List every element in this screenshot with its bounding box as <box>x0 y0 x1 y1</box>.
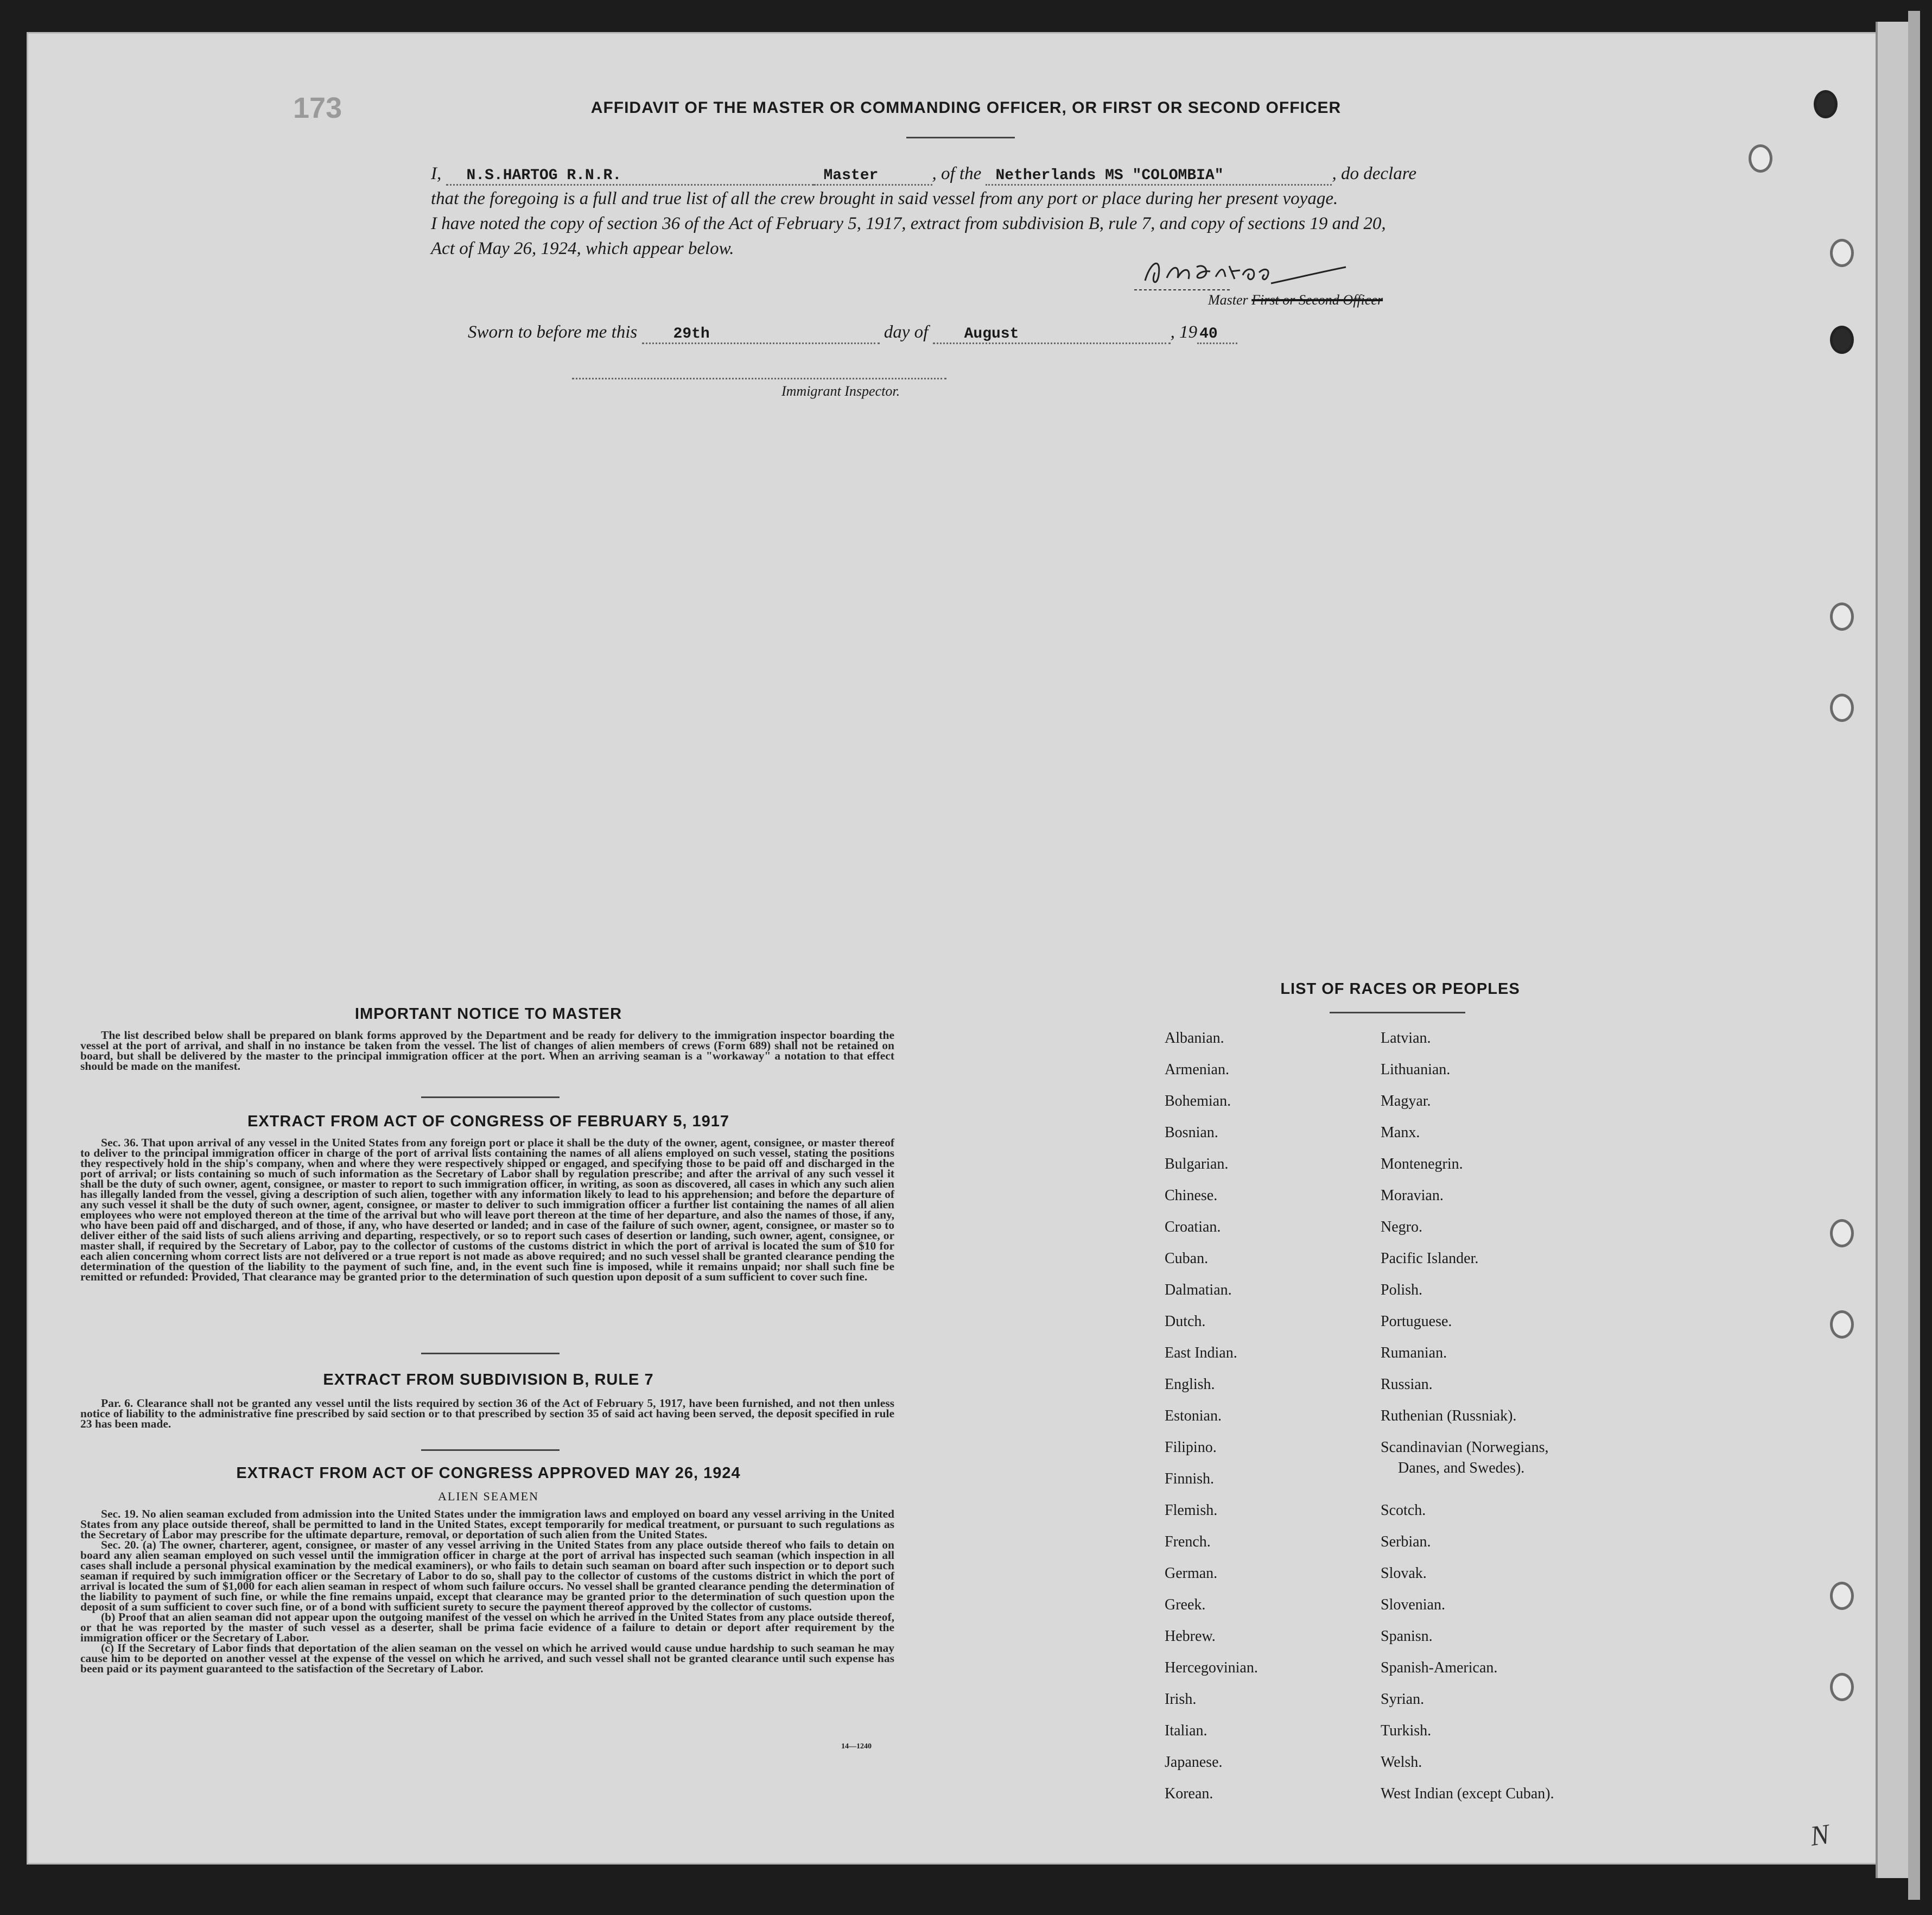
affidavit-line-1 <box>431 164 1462 186</box>
extract-1917-title: EXTRACT FROM ACT OF CONGRESS OF FEBRUARY 5, 1917 <box>247 1113 730 1130</box>
sworn-line <box>468 322 1499 344</box>
form-number: 14—1240 <box>841 1742 872 1751</box>
sec-20a-paragraph: Sec. 20. (a) The owner, charterer, agent, consignee, or master of any vessel arriving in the United States from any place outside thereof who fails to detain on board any alien seaman employed on such vessel until the immigration officer in charge at the port of arrival has inspected such seaman (which inspection in all cases shall include a personal physical examination by the medical examiners), or who fails to detain such seaman on board after such inspection or to deport such seaman if required by such immigration officer or the Secretary of Labor to do so, shall pay to the collector of customs of the customs district in which the port of arrival is located the sum of $1,000 for each alien seaman in respect of whom such failure occurs. No vessel shall be granted clearance pending the determination of the liability to payment of such fine, or while the fine remains unpaid, except that clearance may be granted prior to the determination of such question upon the deposit of a sum sufficient to cover such fine, or of a bond with sufficient surety to secure the payment thereof approved by the collector of customs. <box>80 1538 894 1613</box>
race-item: Armenian. <box>1165 1061 1229 1078</box>
page-edge-shadow <box>1908 11 1920 1900</box>
notice-text <box>80 1030 894 1071</box>
signature-icon <box>1129 251 1351 294</box>
notice-paragraph: The list described below shall be prepared on blank forms approved by the Department and be ready for delivery to the immigration inspector boarding the vessel at the port of arrival, and shall in no instance be taken from the vessel. The list of changes of alien members of crews (Form 689) shall not be retained on board, but shall be delivered by the master to the principal immigration officer at the port. When an arriving seaman is a "workaway" a notation to that effect should be made on the manifest. <box>80 1029 894 1073</box>
page-number: 173 <box>293 92 342 124</box>
race-item: Rumanian. <box>1381 1345 1447 1361</box>
affidavit-title: AFFIDAVIT OF THE MASTER OR COMMANDING OFFICER, OR FIRST OR SECOND OFFICER <box>590 99 1342 117</box>
punch-hole-icon <box>1749 144 1772 173</box>
race-item: Welsh. <box>1381 1754 1422 1771</box>
race-item: Moravian. <box>1381 1187 1444 1204</box>
extract-rule7-text <box>80 1398 894 1429</box>
sec-19-paragraph: Sec. 19. No alien seaman excluded from admission into the United States under the immigration laws and employed on board any vessel arriving in the United States from any place outside thereof, shall be permitted to land in the United States, except temporarily for medical treatment, or pursuant to such regulations as the Secretary of Labor may prescribe for the ultimate departure, removal, or deportation of such alien from the United States. <box>80 1507 894 1541</box>
day-of-label: day of <box>884 322 929 342</box>
race-item: Croatian. <box>1165 1219 1221 1235</box>
race-item: Portuguese. <box>1381 1313 1452 1330</box>
alien-seamen-subtitle: ALIEN SEAMEN <box>438 1489 539 1503</box>
race-item: Estonian. <box>1165 1407 1222 1424</box>
sec-20b-paragraph: (b) Proof that an alien seaman did not appear upon the outgoing manifest of the vessel on which he arrived in the United States from any place outside thereof, or that he was reported by the master of such vessel as a deserter, shall be prima facie evidence of a failure to detain or deport after requirement by the immigration officer or the Secretary of Labor. <box>80 1610 894 1644</box>
sworn-day: 29th <box>673 326 710 343</box>
punch-hole-icon <box>1830 1673 1854 1701</box>
signer-label-row <box>1208 292 1383 308</box>
race-item: Slovenian. <box>1381 1596 1445 1613</box>
par-6-paragraph: Par. 6. Clearance shall not be granted any vessel until the lists required by section 36 of the Act of February 5, 1917, have been furnished, and not then unless notice of liability to the administrative fine prescribed by said section or to that prescribed by section 35 of said act having been served, the deposit specified in rule 23 has been made. <box>80 1397 894 1430</box>
punch-hole-icon <box>1830 326 1854 354</box>
race-item: Syrian. <box>1381 1691 1425 1708</box>
race-item: Magyar. <box>1381 1093 1431 1109</box>
race-item: Albanian. <box>1165 1030 1224 1047</box>
race-item: Japanese. <box>1165 1754 1223 1771</box>
race-item: East Indian. <box>1165 1345 1237 1361</box>
page-edge <box>1876 22 1910 1878</box>
divider <box>421 1353 560 1354</box>
punch-hole-icon <box>1830 1582 1854 1610</box>
race-item: Negro. <box>1381 1219 1422 1235</box>
inspector-label: Immigrant Inspector. <box>781 383 900 399</box>
corner-mark: N <box>1808 1818 1832 1853</box>
race-item: Greek. <box>1165 1596 1206 1613</box>
master-name-field <box>446 164 814 186</box>
race-item: Dutch. <box>1165 1313 1206 1330</box>
extract-1917-text <box>80 1138 894 1282</box>
vessel-name: Netherlands MS "COLOMBIA" <box>995 167 1224 184</box>
race-item: Latvian. <box>1381 1030 1431 1047</box>
race-item: Scandinavian (Norwegians, <box>1381 1439 1549 1456</box>
struck-label: First or Second Officer <box>1251 292 1383 308</box>
divider <box>421 1449 560 1451</box>
race-item: Polish. <box>1381 1282 1423 1298</box>
affidavit-line-3: I have noted the copy of section 36 of the Act of February 5, 1917, extract from subdivision B, rule 7, and copy of sections 19 and 20, <box>431 214 1386 233</box>
master-rank: Master <box>823 167 879 184</box>
race-item: Pacific Islander. <box>1381 1250 1479 1267</box>
race-item: Hebrew. <box>1165 1628 1216 1645</box>
race-item: Italian. <box>1165 1722 1208 1739</box>
race-item: Dalmatian. <box>1165 1282 1232 1298</box>
affidavit-line-4: Act of May 26, 1924, which appear below. <box>431 239 734 258</box>
race-item: Chinese. <box>1165 1187 1218 1204</box>
race-item: Russian. <box>1381 1376 1433 1393</box>
of-the-label: , of the <box>932 164 982 183</box>
vessel-field <box>986 164 1332 186</box>
do-declare-label: , do declare <box>1332 164 1416 183</box>
race-item: Manx. <box>1381 1124 1420 1141</box>
punch-hole-icon <box>1830 1310 1854 1339</box>
race-item: Danes, and Swedes). <box>1398 1460 1525 1476</box>
race-item: English. <box>1165 1376 1215 1393</box>
race-item: Spanisn. <box>1381 1628 1433 1645</box>
race-item: German. <box>1165 1565 1218 1582</box>
year-prefix: , 19 <box>1170 322 1198 342</box>
race-item: Finnish. <box>1165 1470 1215 1487</box>
race-item: Turkish. <box>1381 1722 1432 1739</box>
master-name: N.S.HARTOG R.N.R. <box>466 167 622 184</box>
race-item: Spanish-American. <box>1381 1659 1498 1676</box>
punch-hole-icon <box>1830 603 1854 631</box>
extract-1924-text <box>80 1509 894 1674</box>
section-36-paragraph: Sec. 36. That upon arrival of any vessel in the United States from any foreign port or place it shall be the duty of the owner, agent, consignee, or master thereof to deliver to the principal immigration officer in charge of the port of arrival lists containing the names of all aliens employed on such vessel, stating the positions they respectively hold in the ship's company, when and where they were respectively shipped or engaged, and specifying those to be paid off and discharged in the port of arrival; or lists containing so much of such information as the Secretary of Labor shall by regulation prescribe; and after the arrival of any such vessel it shall be the duty of such owner, agent, consignee, or master to report to such immigration officer, in writing, as soon as discovered, all cases in which any such alien has illegally landed from the vessel, giving a description of such alien, together with any information likely to lead to his apprehension; and before the departure of any such vessel it shall be the duty of such owner, agent, consignee, or master to deliver to such immigration officer a further list containing the names of all alien employees who were not employed thereon at the time of the arrival but who will leave port thereon at the time of her departure, and also the names of those, if any, who have been paid off and discharged, and of those, if any, who have deserted or landed; and in case of the failure of such owner, agent, consignee, or master so to deliver either of the said lists of such aliens arriving and departing, respectively, or so to report such cases of desertion or landing, such owner, agent, consignee, or master shall, if required by the Secretary of Labor, pay to the collector of customs of the customs district in which the port of arrival is located the sum of $10 for each alien concerning whom correct lists are not delivered or a true report is not made as above required; and no such vessel shall be granted clearance pending the determination of the question of the liability to the payment of such fine, and, in the event such fine is imposed, while it remains unpaid; nor shall such fine be remitted or refunded: Provided, That clearance may be granted prior to the determination of such question upon deposit of a sum sufficient to cover such fine. <box>80 1136 894 1283</box>
races-title: LIST OF RACES OR PEOPLES <box>1280 980 1520 998</box>
divider <box>1330 1012 1465 1013</box>
affidavit-i: I, <box>431 164 442 183</box>
race-item: West Indian (except Cuban). <box>1381 1785 1554 1802</box>
race-item: French. <box>1165 1533 1211 1550</box>
inspector-signature-line <box>572 378 946 379</box>
sworn-month: August <box>964 326 1019 343</box>
sworn-year: 40 <box>1199 326 1218 343</box>
sworn-day-field <box>642 322 880 344</box>
race-item: Korean. <box>1165 1785 1213 1802</box>
punch-hole-icon <box>1830 694 1854 722</box>
punch-hole-icon <box>1830 1219 1854 1247</box>
race-item: Flemish. <box>1165 1502 1218 1519</box>
divider <box>906 137 1015 138</box>
race-item: Lithuanian. <box>1381 1061 1451 1078</box>
race-item: Scotch. <box>1381 1502 1426 1519</box>
affidavit-line-2: that the foregoing is a full and true list of all the crew brought in said vessel from any port or place during her present voyage. <box>431 189 1338 208</box>
sworn-prefix: Sworn to before me this <box>468 322 638 342</box>
race-item: Cuban. <box>1165 1250 1209 1267</box>
divider <box>421 1096 560 1098</box>
sec-20c-paragraph: (c) If the Secretary of Labor finds that deportation of the alien seaman on the vessel on which he arrived would cause undue hardship to such seaman he may cause him to be deported on another vessel at the expense of the vessel on which he arrived, and such vessel shall not be granted clearance until such expense has been paid or its payment guaranteed to the satisfaction of the Secretary of Labor. <box>80 1641 894 1675</box>
races-column-left <box>1165 1023 1258 1810</box>
notice-title: IMPORTANT NOTICE TO MASTER <box>354 1005 622 1023</box>
race-item: Slovak. <box>1381 1565 1427 1582</box>
race-item: Montenegrin. <box>1381 1156 1463 1172</box>
race-item: Bosnian. <box>1165 1124 1218 1141</box>
signer-label: Master <box>1208 292 1248 308</box>
punch-hole-icon <box>1830 239 1854 267</box>
race-item: Bulgarian. <box>1165 1156 1229 1172</box>
race-item: Serbian. <box>1381 1533 1431 1550</box>
race-item: Irish. <box>1165 1691 1197 1708</box>
sworn-month-field <box>933 322 1171 344</box>
race-item: Bohemian. <box>1165 1093 1231 1109</box>
extract-1924-title: EXTRACT FROM ACT OF CONGRESS APPROVED MAY 26, 1924 <box>236 1464 741 1482</box>
race-item: Filipino. <box>1165 1439 1217 1456</box>
punch-hole-icon <box>1814 90 1838 118</box>
races-column-right <box>1381 1023 1554 1810</box>
extract-rule7-title: EXTRACT FROM SUBDIVISION B, RULE 7 <box>323 1371 654 1388</box>
race-item: Ruthenian (Russniak). <box>1381 1407 1517 1424</box>
race-item: Hercegovinian. <box>1165 1659 1258 1676</box>
year-field <box>1197 322 1237 344</box>
rank-field <box>814 164 932 186</box>
